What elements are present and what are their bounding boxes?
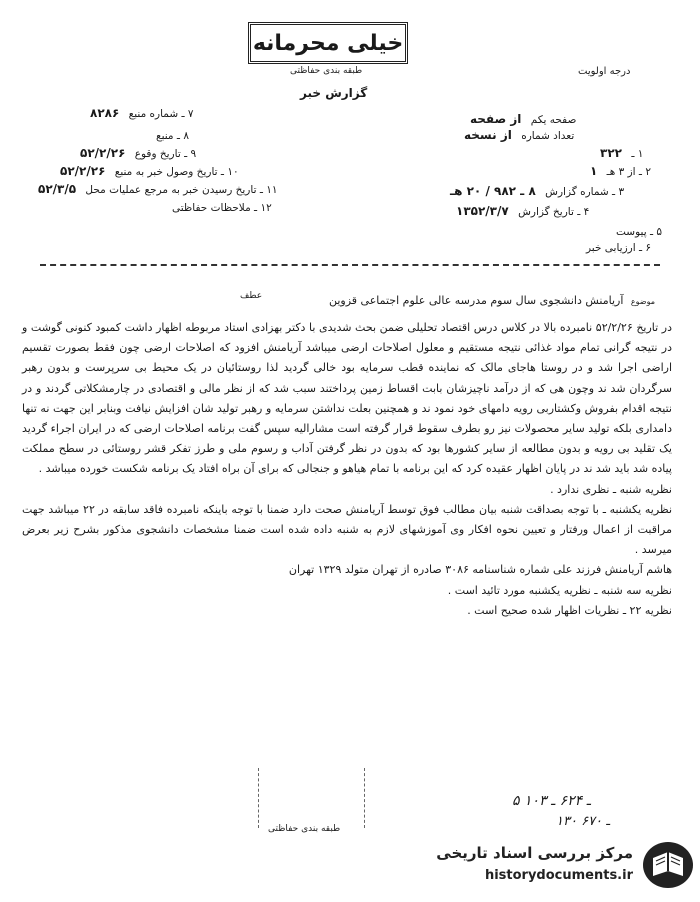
left-field (150, 128, 189, 142)
field-label: ۲ ـ از ۳ هـ (606, 166, 651, 178)
field-label: ۱۰ ـ تاریخ وصول خبر به منبع (114, 166, 239, 178)
field-label: صفحه یکم (530, 114, 577, 126)
note-line: نظریه شنبه ـ نظری ندارد . (550, 482, 672, 496)
footer-classification: طبقه بندی حفاظتی (268, 824, 341, 834)
report-title: گزارش خبر (300, 86, 368, 100)
book-logo-icon (641, 840, 695, 890)
field-value: ۸۲۸۶ (90, 106, 120, 120)
right-field (456, 204, 589, 218)
left-field (90, 106, 194, 120)
reference-mark: عطف (240, 291, 263, 301)
right-field (470, 112, 576, 126)
field-value: از صفحه (470, 112, 522, 126)
field-label: ۶ ـ ارزیابی خبر (586, 242, 652, 254)
field-label: ۸ ـ منبع (156, 130, 189, 142)
left-field (80, 146, 196, 160)
field-value: ۵۲/۲/۲۶ (80, 146, 126, 160)
note-line: هاشم آریامنش فرزند علی شماره شناسنامه ۳۰۸۶ صادره از تهران متولد ۱۳۲۹ تهران (288, 563, 672, 577)
watermark-url[interactable]: historydocuments.ir (484, 868, 633, 883)
subject-label: موضوع (630, 297, 655, 306)
watermark-title: مرکز بررسی اسناد تاریخی (436, 844, 633, 862)
subject-line (329, 294, 655, 307)
field-label: ۱۲ ـ ملاحظات حفاظتی (172, 202, 272, 214)
field-label: ۱۱ ـ تاریخ رسیدن خبر به مرجع عملیات محل (85, 184, 278, 196)
field-label: ۳ ـ شماره گزارش (545, 186, 625, 198)
archive-number: ۵ ـ ۶۲۴ ـ ۱۰۳ (512, 793, 591, 809)
field-value: ۳۲۲ (600, 146, 622, 160)
field-value: ۱ (590, 164, 598, 178)
left-field (60, 164, 239, 178)
field-value: ۵۲/۳/۵ (38, 182, 77, 196)
subject-text: آریامنش دانشجوی سال سوم مدرسه عالی علوم اجتماعی قزوین (328, 294, 624, 307)
field-label: ۱ ـ (631, 148, 644, 160)
left-field (166, 200, 272, 214)
stamp-text: خیلی محرمانه (252, 30, 404, 56)
note-line: نظریه یکشنبه ـ با توجه بصداقت شنبه بیان مطالب فوق توسط آریامنش صحت دارد ضمنا با توجه باینکه نامبرده فاقد سابقه در ۲۲ میباشد جهت مراقبت از اعمال ورفتار و تعیین نحوه افکار وی آموزشهای لازم به شنبه داده شده است ضمنا مشخصات دانشجوی مذکور بشرح زیر بعرض میرسد . (22, 502, 672, 557)
field-value: ۸ ـ ۹۸۲ / ۲۰ هـ (450, 184, 536, 198)
right-field (590, 164, 651, 178)
field-label: ۹ ـ تاریخ وقوع (134, 148, 197, 160)
classification-stamp (248, 22, 408, 64)
right-field (450, 184, 624, 198)
archive-number: ۱۳۰ ـ ۶۷۰ (556, 814, 610, 829)
stamp-subtitle: طبقه بندی حفاظتی (290, 66, 363, 76)
right-field (600, 146, 643, 160)
field-value: ۵۲/۲/۲۶ (60, 164, 106, 178)
field-label: ۴ ـ تاریخ گزارش (518, 206, 590, 218)
note-line: نظریه سه شنبه ـ نظریه یکشنبه مورد تائید است . (447, 583, 672, 597)
field-value: ۱۳۵۲/۳/۷ (456, 204, 509, 218)
field-label: ۷ ـ شماره منبع (128, 108, 194, 120)
report-body (22, 318, 672, 621)
field-value: از نسخه (464, 128, 512, 142)
right-field (610, 224, 662, 238)
section-divider (40, 264, 660, 266)
left-field (38, 182, 278, 196)
note-line: نظریه ۲۲ ـ نظریات اظهار شده صحیح است . (467, 603, 672, 617)
watermark-logo (410, 838, 695, 894)
field-label: ۵ ـ پیوست (616, 226, 663, 238)
priority-label: درجه اولویت (578, 66, 631, 77)
right-field (580, 240, 651, 254)
body-paragraph: در تاریخ ۵۲/۲/۲۶ نامبرده بالا در کلاس درس اقتصاد تحلیلی ضمن بحث شدیدی با دکتر بهزادی استاد مربوطه اظهار داشت کمبود کنونی گوشت و در نتیجه گرانی تمام مواد غذائی نتیجه مستقیم و معلول اصلاحات ارضی میباشد آریامنش افزود که اصلاحات ارضی چون فقط بصورت تقسیم اراضی اجرا شد و در روستا هاجای مالک که نماینده قطب سرمایه بود خالی گردید لذا روستائیان در یک محیط بی سرپرست و بدون رهبر سرگردان شد ند وچون هی که از درآمد ناچیزشان بابت اقساط زمین پرداختند سبب شد که از نظر مالی و اقتصادی در چارمشکلاتی گردند و در نتیجه اقدام بفروش وکشتاربی رویه دامهای خود نمود ند و همچنین بعلت نداشتن سرمایه و رهبر تولید شان افزایش نیافت وبنابر این جهت نه تنها دامداری بلکه تولید سایر محصولات نیز رو بطرف سقوط قرار گرفته است مشارالیه سپس گفت برنامه اصلاحات ارضی که در ایران اجراء گردید یک تقلید بی رویه و بدون مطالعه از سایر کشورها بود که بدون در نظر گرفتن آداب و رسوم ملی و طرز تفکر قشر روستائی در سطح مملکت پیاده شد باید شد ند در پایان اظهار عقیده کرد که این برنامه با تمام هیاهو و جنجالی که برای آن براه افتاد یک برنامه شکست خورده میباشد . (22, 321, 672, 476)
signature-area (258, 768, 365, 828)
field-label: تعداد شماره (521, 130, 575, 142)
right-field (464, 128, 574, 142)
